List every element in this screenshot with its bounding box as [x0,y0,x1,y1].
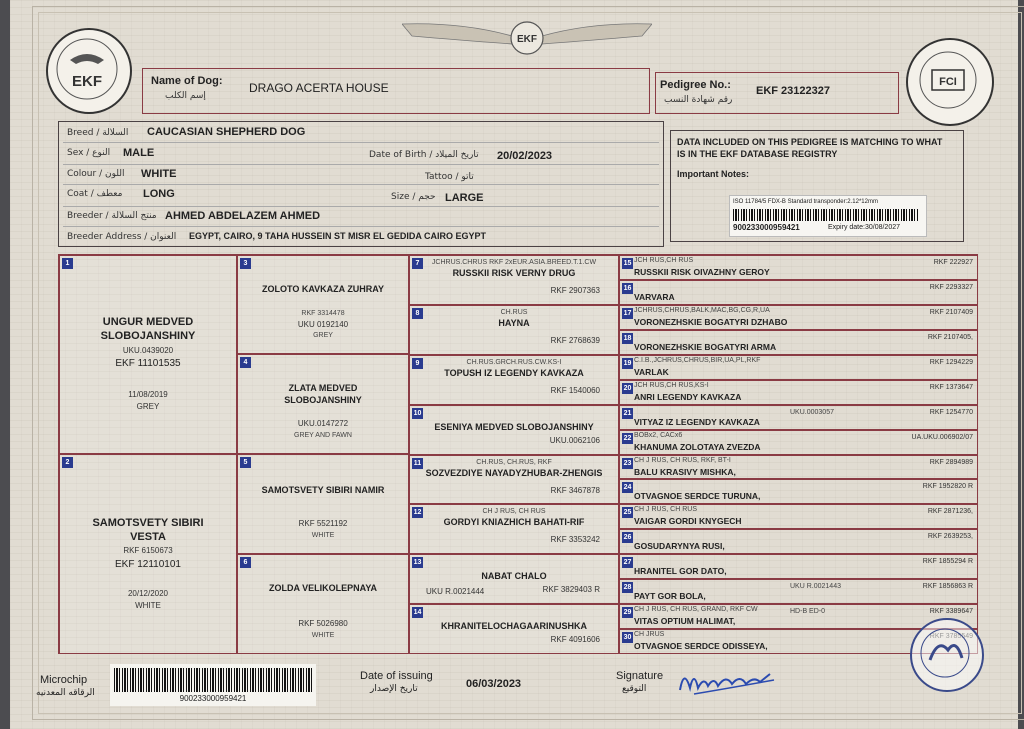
gggp-name: KHANUMA ZOLOTAYA ZVEZDA [634,441,761,452]
gggp-name: HRANITEL GOR DATO, [634,566,727,577]
ggp-name: NABAT CHALO [481,571,547,582]
ekf-wings-logo [402,18,652,60]
fci-logo [906,38,994,126]
breeder-label: Breeder / منتج السلالة [67,211,157,221]
dob-value: 20/02/2023 [497,150,553,162]
ggp-title: CH.RUS [500,308,528,316]
ggp-name: TOPUSH IZ LEGENDY KAVKAZA [444,367,584,378]
pedigree-tree [58,254,978,654]
ggp-reg: RKF 2768639 [550,335,600,345]
ekf-logo-text: EKF [72,73,102,90]
gggp-reg: RKF 2107409 [929,308,973,316]
gggp-title: CH J RUS, CH RUS, RKF, BT-I [634,456,731,464]
gggp-title: CH J RUS, CH RUS, GRAND, RKF CW [634,606,758,614]
ggp-reg: RKF 2907363 [550,286,600,295]
ggp-name: SOZVEZDIYE NAYADYZHUBAR-ZHENGIS [425,467,603,478]
gggp-reg: RKF 2107405, [927,333,973,341]
ggp-reg-left: UKU R.0021444 [426,587,485,597]
official-stamp [910,618,984,692]
great-great-grandparent-row: 16 VARVARA RKF 2293327 [619,280,978,305]
gggp-name: RUSSKII RISK OIVAZHNY GEROY [634,267,770,277]
great-great-grandparent-row: 24 OTVAGNOE SERDCE TURUNA, RKF 1952820 R [619,479,978,504]
sex-value: MALE [123,147,155,159]
microchip-barcode [114,668,312,692]
ggp-name: KHRANITELOCHAGAARINUSHKA [441,621,587,632]
gggp-name: ANRI LEGENDY KAVKAZA [634,391,742,402]
gggp-mid: UKU.0003057 [790,408,834,416]
ggp-reg: RKF 1540060 [550,385,600,395]
pedigree-certificate [10,0,1018,729]
pedigree-label: Pedigree No.: [660,79,731,91]
coat-value: LONG [143,188,175,200]
gggp-title: JCH RUS,CH RUS,KS-I [634,381,709,389]
pedigree-no: EKF 23122327 [756,85,830,97]
address-label: Breeder Address / العنوان [67,232,177,242]
sire-reg: UKU.0439020 [122,346,174,355]
gggp-name: OTVAGNOE SERDCE ODISSEYA, [634,641,768,652]
gggp-title: BOBx2, CACx6 [634,431,683,439]
grandparent-cell: 6 ZOLDA VELIKOLEPNAYA RKF 5026980 WHITE [237,554,409,654]
great-great-grandparent-row: 29 CH J RUS, CH RUS, GRAND, RKF CW VITAS OPTIUM HALIMAT, HD-B ED-0 RKF 3389647 [619,604,978,629]
great-grandparent-cell: 7 JCHRUS.CHRUS RKF 2xEUR.ASIA.BREED.T.1.CW RUSSKII RISK VERNY DRUG RKF 2907363 [409,255,619,305]
issuing-label: Date of issuing [360,670,433,682]
tattoo-label: Tattoo / تاتو [425,172,474,182]
gggp-name: BALU KRASIVY MISHKA, [634,466,736,477]
great-great-grandparent-row: 27 HRANITEL GOR DATO, RKF 1855294 R [619,554,978,579]
great-great-grandparent-row: 18 VORONEZHSKIE BOGATYRI ARMA RKF 2107405, [619,330,978,355]
winged-emblem-icon [402,18,652,60]
gggp-reg: UA.UKU.006902/07 [911,433,973,441]
ggp-reg: RKF 4091606 [550,635,600,645]
gggp-name: PAYT GOR BOLA, [634,591,706,602]
dog-details-box [58,121,664,247]
address-value: EGYPT, CAIRO, 9 TAHA HUSSEIN ST MISR EL GEDIDA CAIRO EGYPT [189,231,487,241]
ekf-logo [46,28,132,114]
grandparent-cell: 3 ZOLOTO KAVKAZA ZUHRAY RKF 3314478 UKU 0192140 GREY [237,255,409,354]
great-grandparents-column [409,255,619,654]
issuing-label-ar: تاريخ الإصدار [370,684,418,694]
sticker-code: 900233000959421 [733,223,800,232]
great-great-grandparents-column [619,255,978,654]
gggp-reg: RKF 1373647 [929,383,973,391]
grandparent-cell: 5 SAMOTSVETY SIBIRI NAMIR RKF 5521192 WHITE [237,454,409,554]
ggp-name: HAYNA [498,317,530,328]
gggp-reg: RKF 1952820 R [922,483,973,491]
great-great-grandparent-row: 20 JCH RUS,CH RUS,KS-I ANRI LEGENDY KAVKAZA RKF 1373647 [619,380,978,405]
notes-box [670,130,964,242]
gggp-reg: RKF 2639253, [927,533,973,541]
gggp-reg: RKF 1855294 R [922,558,973,566]
gggp-reg: RKF 1254770 [929,408,973,416]
gggp-title: CH J RUS, CH RUS [634,506,698,514]
dob-label: Date of Birth / تاريخ الميلاد [369,150,479,160]
gggp-reg: RKF 1856863 R [922,583,973,591]
ggp-reg: RKF 3467878 [550,485,600,495]
signature-image [674,660,784,700]
ggp-name: ESENIYA MEDVED SLOBOJANSHINY [434,421,594,432]
size-value: LARGE [445,192,484,204]
dog-name-box [142,68,650,114]
breed-value: CAUCASIAN SHEPHERD DOG [147,126,306,138]
ggp-title: CH.RUS.GRCH.RUS.CW.KS-I [466,358,562,366]
gggp-name: OTVAGNOE SERDCE TURUNA, [634,491,761,502]
gggp-reg: RKF 2293327 [929,283,973,291]
microchip-label-ar: الرقاقه المعدنيه [36,688,95,698]
great-grandparent-cell: 8 CH.RUS HAYNA RKF 2768639 [409,305,619,355]
parent-cell-sire: 1 UNGUR MEDVED SLOBOJANSHINY UKU.0439020 EKF 11101535 11/08/2019 GREY [59,255,237,454]
gggp-name: VITYAZ IZ LEGENDY KAVKAZA [634,416,760,427]
great-great-grandparent-row: 22 BOBx2, CACx6 KHANUMA ZOLOTAYA ZVEZDA UA.UKU.006902/07 [619,430,978,455]
important-notes-label: Important Notes: [677,169,749,179]
gggp-title: CH JRUS [634,631,665,639]
pedigree-label-ar: رقم شهادة النسب [664,95,733,105]
ggp-reg: RKF 3353242 [550,535,600,545]
parent-cell-dam: 2 SAMOTSVETY SIBIRI VESTA RKF 6150673 EKF 12110101 20/12/2020 WHITE [59,454,237,654]
great-great-grandparent-row: 19 C.I.B.,JCHRUS,CHRUS,BIR,UA,PL,RKF VARLAK RKF 1294229 [619,355,978,380]
microchip-code: 900233000959421 [179,694,247,703]
sticker-barcode [733,209,919,221]
great-great-grandparent-row: 21 VITYAZ IZ LEGENDY KAVKAZA UKU.0003057 RKF 1254770 [619,405,978,430]
gggp-name: VORONEZHSKIE BOGATYRI DZHABO [634,316,788,327]
sticker-expiry: Expiry date:30/08/2027 [828,224,900,231]
great-great-grandparent-row: 28 PAYT GOR BOLA, UKU R.0021443 RKF 1856863 R [619,579,978,604]
colour-label: Colour / اللون [67,169,125,179]
great-great-grandparent-row: 17 JCHRUS,CHRUS,BALK,MAC,BG,CG,R,UA VORONEZHSKIE BOGATYRI DZHABO RKF 2107409 [619,305,978,330]
notes-line2: IS IN THE EKF DATABASE REGISTRY [677,149,838,159]
gggp-reg: RKF 2871236, [927,508,973,516]
dog-name-label-ar: إسم الكلب [165,91,206,101]
ggp-reg: UKU.0062106 [549,435,600,445]
great-grandparent-cell: 10 ESENIYA MEDVED SLOBOJANSHINY UKU.0062106 [409,405,619,455]
gggp-mid: UKU R.0021443 [790,583,841,591]
microchip-sticker [729,195,927,237]
sire-dob: 11/08/2019 [128,390,168,399]
grandparent-cell: 4 ZLATA MEDVED SLOBOJANSHINY UKU.0147272 GREY AND FAWN [237,354,409,454]
dam-name: SAMOTSVETY SIBIRI [92,517,204,529]
great-great-grandparent-row: 26 GOSUDARYNYA RUSI, RKF 2639253, [619,529,978,554]
gggp-reg: RKF 1294229 [929,358,973,366]
dog-name: DRAGO ACERTA HOUSE [249,81,389,95]
ggp-name: RUSSKII RISK VERNY DRUG [452,268,576,278]
great-great-grandparent-row: 30 CH JRUS OTVAGNOE SERDCE ODISSEYA, [619,629,978,654]
ggp-title: CH.RUS, CH.RUS, RKF [476,458,552,466]
gggp-name: VORONEZHSKIE BOGATYRI ARMA [634,341,777,352]
size-label: Size / حجم [391,192,436,202]
breeder-value: AHMED ABDELAZEM AHMED [165,210,321,222]
great-grandparent-cell: 14 KHRANITELOCHAGAARINUSHKA RKF 4091606 [409,604,619,654]
great-great-grandparent-row: 25 CH J RUS, CH RUS VAIGAR GORDI KNYGECH RKF 2871236, [619,504,978,529]
microchip-label: Microchip [40,674,88,686]
issuing-date: 06/03/2023 [466,678,522,690]
gggp-name: VARVARA [634,291,675,302]
dog-name-label: Name of Dog: [151,75,223,87]
gggp-name: VAIGAR GORDI KNYGECH [634,516,742,527]
great-grandparent-cell: 12 CH J RUS, CH RUS GORDYI KNIAZHICH BAHATI-RIF RKF 3353242 [409,504,619,554]
ekf-emblem-icon [48,30,130,112]
great-grandparent-cell: 11 CH.RUS, CH.RUS, RKF SOZVEZDIYE NAYADYZHUBAR-ZHENGIS RKF 3467878 [409,455,619,505]
gggp-title: JCH RUS,CH RUS [634,257,694,264]
great-great-grandparent-row: 23 CH J RUS, CH RUS, RKF, BT-I BALU KRASIVY MISHKA, RKF 2894989 [619,455,978,480]
notes-line1: DATA INCLUDED ON THIS PEDIGREE IS MATCHING TO WHAT [677,137,943,147]
gggp-name: GOSUDARYNYA RUSI, [634,541,725,552]
gggp-name: VITAS OPTIUM HALIMAT, [634,616,736,627]
gggp-mid: HD-B ED-0 [790,608,826,616]
gggp-reg: RKF 2894989 [929,458,973,466]
gggp-title: C.I.B.,JCHRUS,CHRUS,BIR,UA,PL,RKF [634,356,761,364]
signature-label: Signature [616,670,664,682]
sex-label: Sex / النوع [67,148,111,158]
gggp-reg: RKF 3389647 [929,608,973,616]
colour-value: WHITE [141,168,177,180]
great-grandparent-cell: 9 CH.RUS.GRCH.RUS.CW.KS-I TOPUSH IZ LEGENDY KAVKAZA RKF 1540060 [409,355,619,405]
sire-name: UNGUR MEDVED [102,316,194,328]
signature-scribble-icon [674,660,784,700]
microchip-barcode-box [110,664,316,706]
stamp-emblem-icon [912,620,982,690]
signature-label-ar: التوقيع [622,684,647,694]
fci-text: FCI [939,76,957,88]
ggp-reg: RKF 3829403 R [542,585,600,595]
gggp-name: VARLAK [634,366,669,377]
great-great-grandparent-row: 15 JCH RUS,CH RUS RUSSKII RISK OIVAZHNY GEROY RKF 222927 [619,255,978,280]
great-grandparent-cell: 13 NABAT CHALO UKU R.0021444 RKF 3829403 R [409,554,619,604]
coat-label: Coat / معطف [67,189,123,199]
ggp-title: CH J RUS, CH RUS [482,508,546,516]
gggp-reg: RKF 222927 [933,259,973,266]
pedigree-no-box [655,72,899,114]
ggp-title: JCHRUS.CHRUS RKF 2xEUR.ASIA.BREED.T.1.CW [431,259,597,266]
fci-emblem-icon [908,40,992,124]
ggp-name: GORDYI KNIAZHICH BAHATI-RIF [443,517,585,528]
sticker-spec: ISO 11784/5 FDX-B Standard transponder:2.12*12mm [733,199,878,205]
svg-text:EKF: EKF [517,34,537,45]
breed-label: Breed / السلالة [67,128,129,138]
gggp-title: JCHRUS,CHRUS,BALK,MAC,BG,CG,R,UA [634,306,770,314]
